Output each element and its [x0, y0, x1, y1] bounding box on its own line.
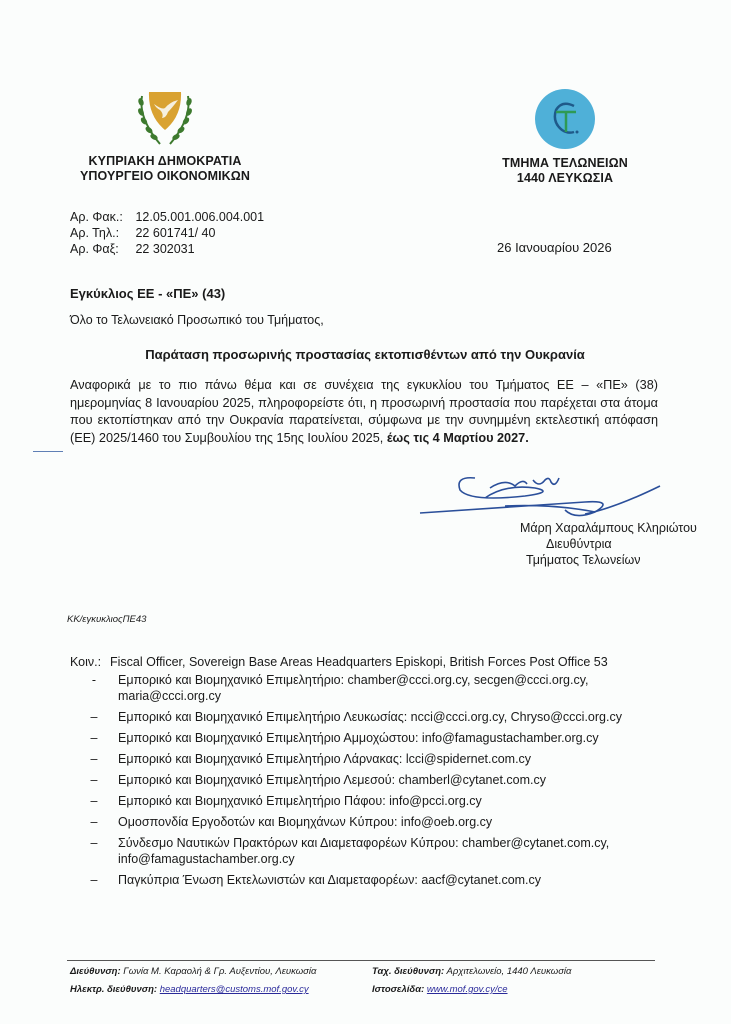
department-city: 1440 ΛΕΥΚΩΣΙΑ	[516, 171, 614, 185]
footer-email: Ηλεκτρ. διεύθυνση: headquarters@customs.mof.gov.cy	[70, 984, 309, 995]
phone-number: Αρ. Τηλ.: 22 601741/ 40	[70, 226, 216, 240]
document-date: 26 Ιανουαρίου 2026	[497, 240, 612, 255]
bullet: –	[90, 773, 98, 787]
list-item: - Εμπορικό και Βιομηχανικό Επιμελητήριο: chamber@ccci.org.cy, secgen@ccci.org.cy, maria@ccci.org.cy	[70, 672, 660, 704]
footer-divider	[67, 960, 655, 961]
bullet: -	[91, 673, 97, 687]
list-item: – Παγκύπρια Ένωση Εκτελωνιστών και Διαμεταφορέων: aacf@cytanet.com.cy	[70, 872, 660, 888]
cc-label: Κοιν.:	[70, 655, 102, 669]
list-item: – Εμπορικό και Βιομηχανικό Επιμελητήριο Αμμοχώστου: info@famagustachamber.org.cy	[70, 730, 660, 746]
department-name: ΤΜΗΜΑ ΤΕΛΩΝΕΙΩΝ	[502, 156, 628, 170]
footer-postal: Ταχ. διεύθυνση: Αρχιτελωνείο, 1440 Λευκωσία	[372, 966, 572, 977]
list-item: – Ομοσπονδία Εργοδοτών και Βιομηχάνων Κύπρου: info@oeb.org.cy	[70, 814, 660, 830]
circular-title: Εγκύκλιος ΕΕ - «ΠΕ» (43)	[70, 286, 226, 301]
header-ministry	[70, 88, 260, 184]
fax-number: Αρ. Φαξ: 22 302031	[70, 242, 195, 256]
cyprus-coat-of-arms-icon	[132, 88, 198, 148]
footer-website: Ιστοσελίδα: www.mof.gov.cy/ce	[372, 984, 508, 995]
bullet: –	[90, 815, 98, 829]
body-text: Αναφορικά με το πιο πάνω θέμα και σε συνέχεια της εγκυκλίου του Τμήματος ΕΕ – «ΠΕ» (38) ημερομηνίας 8 Ιανουαρίου 2025, πληροφορείστε ότι, η προσωρινή προστασία που παρέχεται στα άτομα που εκτοπίστηκαν από την Ουκρανία παρατείνεται, σύμφωνα με την συνημμένη εκτελεστική απόφαση (ΕΕ) 2025/1460 του Συμβουλίου της 15ης Ιουλίου 2025,	[70, 378, 658, 445]
list-item: – Σύνδεσμο Ναυτικών Πρακτόρων και Διαμεταφορέων Κύπρου: chamber@cytanet.com.cy, info@famagustachamber.org.cy	[70, 835, 660, 867]
list-item: – Εμπορικό και Βιομηχανικό Επιμελητήριο Λευκωσίας: ncci@ccci.org.cy, Chryso@ccci.org.cy	[70, 709, 660, 725]
signatory-department: Τμήματος Τελωνείων	[526, 553, 641, 567]
bullet: –	[90, 873, 98, 887]
signatory-title: Διευθύντρια	[546, 537, 612, 551]
ministry-name-line1: ΚΥΠΡΙΑΚΗ ΔΗΜΟΚΡΑΤΙΑ	[88, 154, 242, 168]
reference-block	[70, 209, 264, 257]
margin-mark	[33, 451, 63, 452]
footer-address: Διεύθυνση: Γωνία Μ. Καραολή & Γρ. Αυξεντίου, Λευκωσία	[70, 966, 317, 977]
bullet: –	[90, 836, 98, 850]
cc-list	[70, 672, 660, 888]
salutation: Όλο το Τελωνειακό Προσωπικό του Τμήματος,	[70, 313, 324, 327]
file-number: Αρ. Φακ.: 12.05.001.006.004.001	[70, 210, 265, 224]
header-customs	[485, 88, 645, 186]
cc-section	[70, 654, 660, 893]
reference-code: ΚΚ/εγκυκλιοςΠΕ43	[67, 614, 147, 625]
list-item: – Εμπορικό και Βιομηχανικό Επιμελητήριο Λάρνακας: lcci@spidernet.com.cy	[70, 751, 660, 767]
bullet: –	[90, 731, 98, 745]
bullet: –	[90, 794, 98, 808]
list-item: – Εμπορικό και Βιομηχανικό Επιμελητήριο Λεμεσού: chamberl@cytanet.com.cy	[70, 772, 660, 788]
body-emphasis: έως τις 4 Μαρτίου 2027.	[386, 430, 529, 445]
email-link[interactable]: headquarters@customs.mof.gov.cy	[159, 984, 309, 995]
list-item: – Εμπορικό και Βιομηχανικό Επιμελητήριο Πάφου: info@pcci.org.cy	[70, 793, 660, 809]
bullet: –	[90, 752, 98, 766]
cc-primary	[70, 654, 660, 670]
signature-icon	[415, 468, 665, 528]
customs-logo-icon	[534, 88, 596, 150]
bullet: –	[90, 710, 98, 724]
signatory-name: Μάρη Χαραλάμπους Κληριώτου	[520, 521, 697, 535]
body-paragraph	[70, 377, 658, 447]
ministry-name-line2: ΥΠΟΥΡΓΕΙΟ ΟΙΚΟΝΟΜΙΚΩΝ	[79, 169, 251, 183]
website-link[interactable]: www.mof.gov.cy/ce	[426, 984, 508, 995]
cc-primary-text: Fiscal Officer, Sovereign Base Areas Headquarters Episkopi, British Forces Post Office 53	[110, 655, 608, 669]
signatory-block	[520, 520, 697, 568]
subject-heading: Παράταση προσωρινής προστασίας εκτοπισθέντων από την Ουκρανία	[145, 347, 585, 362]
